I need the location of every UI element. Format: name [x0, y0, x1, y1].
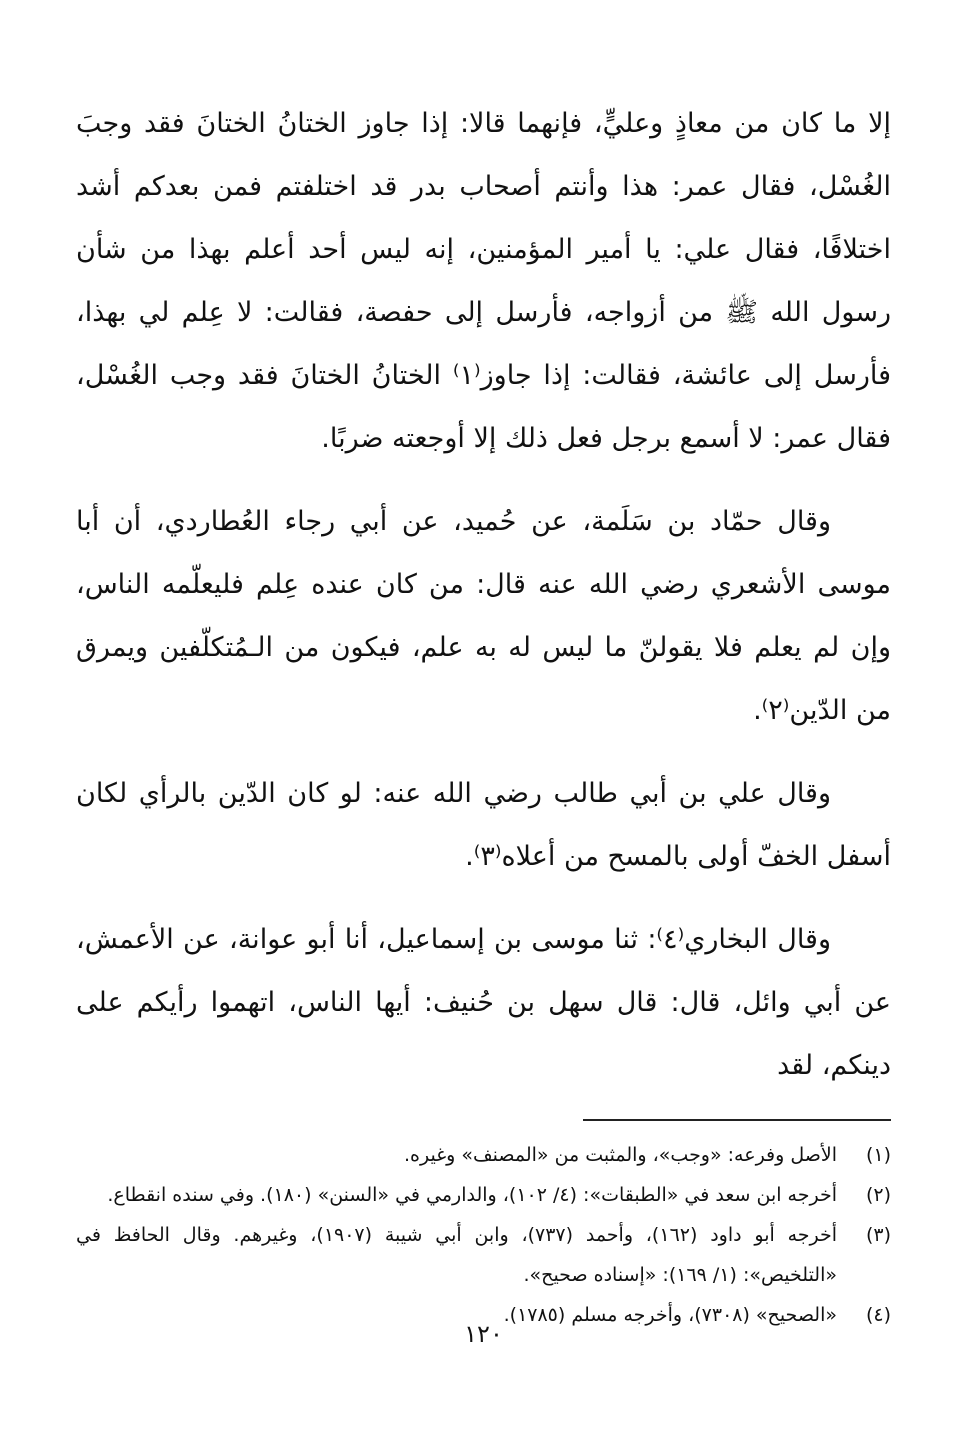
footnote-number: (٢) — [865, 1184, 891, 1206]
paragraph-2: وقال حمّاد بن سَلَمة، عن حُميد، عن أبي رجاء العُطاردي، أن أبا موسى الأشعري رضي الله عنه قال: من كان عنده عِلم فليعلّمه الناس، وإن لم يعلم فلا يقولنّ ما ليس له به علم، فيكون من الـمُتكلّفين ويمرق من الدّين⁽٢⁾. — [76, 506, 891, 726]
footnote-3 — [76, 1215, 891, 1295]
paragraph-1: إلا ما كان من معاذٍ وعليٍّ، فإنهما قالا: إذا جاوز الختانُ الختانَ فقد وجبَ الغُسْل، فقال عمر: هذا وأنتم أصحاب بدر قد اختلفتم فمن بعدكم أشد اختلافًا، فقال علي: يا أمير المؤمنين، إنه ليس أحد أعلم بهذا من شأن رسول الله ﷺ من أزواجه، فأرسل إلى حفصة، فقالت: لا عِلم لي بهذا، فأرسل إلى عائشة، فقالت: إذا جاوز⁽١⁾ الختانُ الختانَ فقد وجب الغُسْل، فقال عمر: لا أسمع برجل فعل ذلك إلا أوجعته ضربًا. — [76, 108, 891, 454]
page-number: ١٢٠ — [464, 1320, 503, 1348]
footnote-text: «الصحيح» (٧٣٠٨)، وأخرجه مسلم (١٧٨٥). — [503, 1304, 837, 1326]
paragraph-3: وقال علي بن أبي طالب رضي الله عنه: لو كان الدّين بالرأي لكان أسفل الخفّ أولى بالمسح من أعلاه⁽٣⁾. — [76, 778, 891, 872]
footnote-text: الأصل وفرعه: «وجب»، والمثبت من «المصنف» وغيره. — [404, 1144, 837, 1166]
footnote-number: (٣) — [865, 1224, 891, 1246]
main-text — [76, 92, 891, 1097]
book-page — [76, 92, 891, 1402]
footnote-number: (٤) — [865, 1304, 891, 1326]
paragraph-4: وقال البخاري⁽٤⁾: ثنا موسى بن إسماعيل، أنا أبو عوانة، عن الأعمش، عن أبي وائل، قال: قال سهل بن حُنيف: أيها الناس، اتهموا رأيكم على دينكم، لقد — [76, 924, 891, 1081]
footnotes — [76, 1135, 891, 1335]
footnote-divider — [583, 1119, 891, 1121]
footnote-text: أخرجه أبو داود (١٦٢)، وأحمد (٧٣٧)، وابن أبي شيبة (١٩٠٧)، وغيرهم. وقال الحافظ في «التلخيص»: (١/ ١٦٩): «إسناده صحيح». — [76, 1224, 838, 1286]
footnote-2 — [76, 1175, 891, 1215]
footnote-number: (١) — [865, 1144, 891, 1166]
footnote-1 — [76, 1135, 891, 1175]
footnote-text: أخرجه ابن سعد في «الطبقات»: (٤/ ١٠٢)، والدارمي في «السنن» (١٨٠). وفي سنده انقطاع. — [107, 1184, 837, 1206]
